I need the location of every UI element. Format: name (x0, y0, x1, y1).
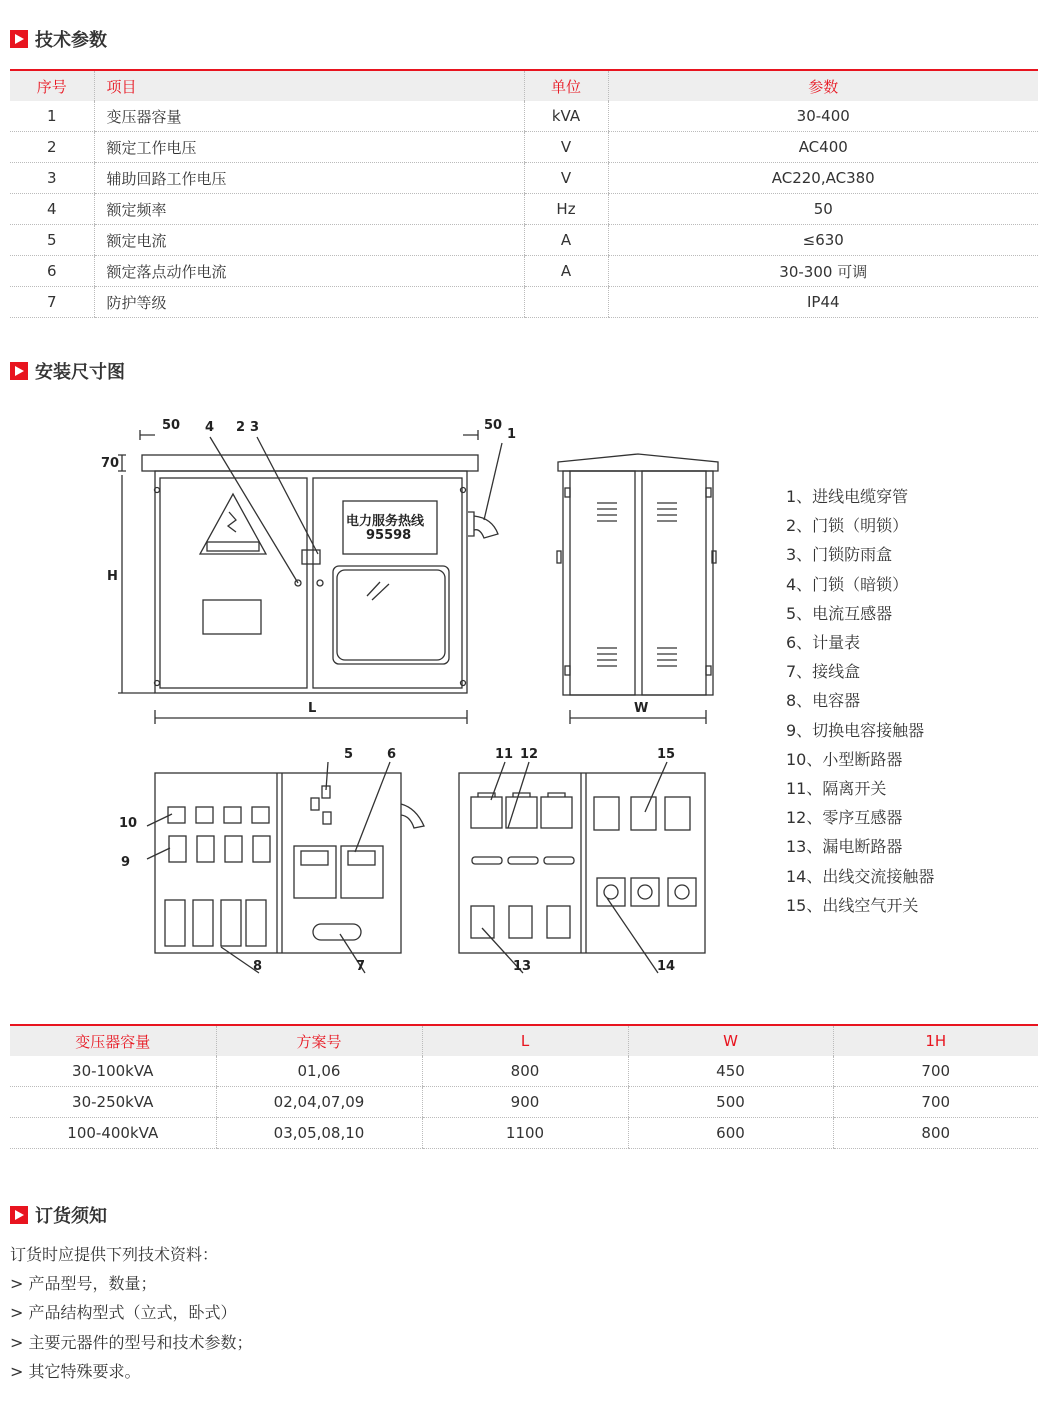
cell: 辅助回路工作电压 (94, 163, 524, 194)
legend-item: 6、计量表 (786, 633, 861, 653)
sign-text: 电力服务热线 (346, 514, 425, 529)
legend-item: 1、进线电缆穿管 (786, 487, 909, 506)
header-cell: W (628, 1025, 833, 1056)
order-notes (10, 1240, 253, 1386)
table-row (10, 1087, 1038, 1118)
cell: 3 (10, 163, 94, 194)
order-note: > 其它特殊要求。 (10, 1361, 141, 1381)
cell: 01,06 (216, 1056, 422, 1087)
cell: 900 (422, 1087, 628, 1118)
section-title-text: 订货须知 (35, 1206, 107, 1227)
header-cell: L (422, 1025, 628, 1056)
cell: 30-250kVA (10, 1087, 216, 1118)
callout-label: 10 (119, 816, 138, 831)
header-cell: 序号 (10, 70, 94, 101)
cell: V (524, 132, 608, 163)
callout-label: 12 (520, 747, 539, 762)
header-cell: 参数 (608, 70, 1038, 101)
order-note: > 产品结构型式（立式，卧式） (10, 1303, 237, 1323)
cell: 变压器容量 (94, 101, 524, 132)
legend-item: 13、漏电断路器 (786, 837, 903, 857)
legend-item: 9、切换电容接触器 (786, 720, 925, 740)
cell: 1 (10, 101, 94, 132)
cell: A (524, 225, 608, 256)
dim-label: 50 (162, 418, 181, 433)
cell: 500 (628, 1087, 833, 1118)
legend-item: 5、电流互感器 (786, 603, 893, 623)
dim-label: W (634, 701, 649, 716)
callout-label: 14 (657, 959, 676, 974)
order-note: > 产品型号，数量； (10, 1274, 157, 1294)
cell: 450 (628, 1056, 833, 1087)
cell: 30-100kVA (10, 1056, 216, 1087)
cell: ≤630 (608, 225, 1038, 256)
cell: 30-300 可调 (608, 256, 1038, 287)
header-cell: 方案号 (216, 1025, 422, 1056)
section-title-text: 安装尺寸图 (35, 362, 125, 383)
cell: 30-400 (608, 101, 1038, 132)
size-table (10, 1024, 1038, 1149)
legend-item: 14、出线交流接触器 (786, 866, 935, 886)
cell: 700 (833, 1087, 1038, 1118)
callout-label: 7 (356, 959, 366, 974)
legend-item: 3、门锁防雨盒 (786, 545, 893, 565)
dim-label: 50 (484, 418, 503, 433)
cell: 6 (10, 256, 94, 287)
cell: 03,05,08,10 (216, 1118, 422, 1149)
legend-item: 7、接线盒 (786, 662, 861, 682)
table-row (10, 1056, 1038, 1087)
cell: 额定落点动作电流 (94, 256, 524, 287)
component-legend (786, 482, 934, 920)
sign-text: 95598 (366, 528, 412, 543)
header-cell: 单位 (524, 70, 608, 101)
callout-label: 15 (657, 747, 676, 762)
callout-label: 4 (205, 420, 215, 435)
cell: 50 (608, 194, 1038, 225)
cell: 1100 (422, 1118, 628, 1149)
dim-label: H (107, 569, 118, 584)
legend-item: 15、出线空气开关 (786, 895, 919, 915)
legend-item: 4、门锁（暗锁） (786, 574, 909, 594)
callout-label: 13 (513, 959, 532, 974)
cell: AC220,AC380 (608, 163, 1038, 194)
callout-label: 6 (387, 747, 397, 762)
cell: 额定电流 (94, 225, 524, 256)
cell: 100-400kVA (10, 1118, 216, 1149)
cell: IP44 (608, 287, 1038, 318)
section-title-order (10, 1202, 107, 1228)
legend-item: 2、门锁（明锁） (786, 516, 909, 536)
cell: 2 (10, 132, 94, 163)
dim-label: L (308, 701, 317, 716)
cell: A (524, 256, 608, 287)
cell: AC400 (608, 132, 1038, 163)
play-marker-icon (10, 1206, 28, 1224)
cell: 700 (833, 1056, 1038, 1087)
header-cell: 变压器容量 (10, 1025, 216, 1056)
cell: V (524, 163, 608, 194)
table-row (10, 1118, 1038, 1149)
order-note: 订货时应提供下列技术资料： (10, 1245, 219, 1264)
cell: 4 (10, 194, 94, 225)
cell: 额定工作电压 (94, 132, 524, 163)
order-note: > 主要元器件的型号和技术参数； (10, 1332, 253, 1352)
callout-label: 11 (495, 747, 514, 762)
callout-label: 9 (121, 855, 131, 870)
cell: 02,04,07,09 (216, 1087, 422, 1118)
cell: 额定频率 (94, 194, 524, 225)
callout-label: 3 (250, 420, 260, 435)
header-cell: 项目 (94, 70, 524, 101)
header-cell: 1H (833, 1025, 1038, 1056)
cell: 800 (422, 1056, 628, 1087)
cell: 800 (833, 1118, 1038, 1149)
callout-label: 5 (344, 747, 354, 762)
callout-label: 1 (507, 427, 517, 442)
cell: kVA (524, 101, 608, 132)
legend-item: 12、零序互感器 (786, 808, 903, 828)
callout-label: 8 (253, 959, 263, 974)
dim-label: 70 (101, 456, 120, 471)
section-title-text: 技术参数 (35, 30, 107, 51)
legend-item: 8、电容器 (786, 691, 861, 711)
cell: 7 (10, 287, 94, 318)
cell: 防护等级 (94, 287, 524, 318)
cell: 600 (628, 1118, 833, 1149)
callout-label: 2 (236, 420, 246, 435)
cell: Hz (524, 194, 608, 225)
cell: 5 (10, 225, 94, 256)
table-header-row (10, 1025, 1038, 1056)
legend-item: 10、小型断路器 (786, 749, 903, 769)
legend-item: 11、隔离开关 (786, 779, 887, 799)
